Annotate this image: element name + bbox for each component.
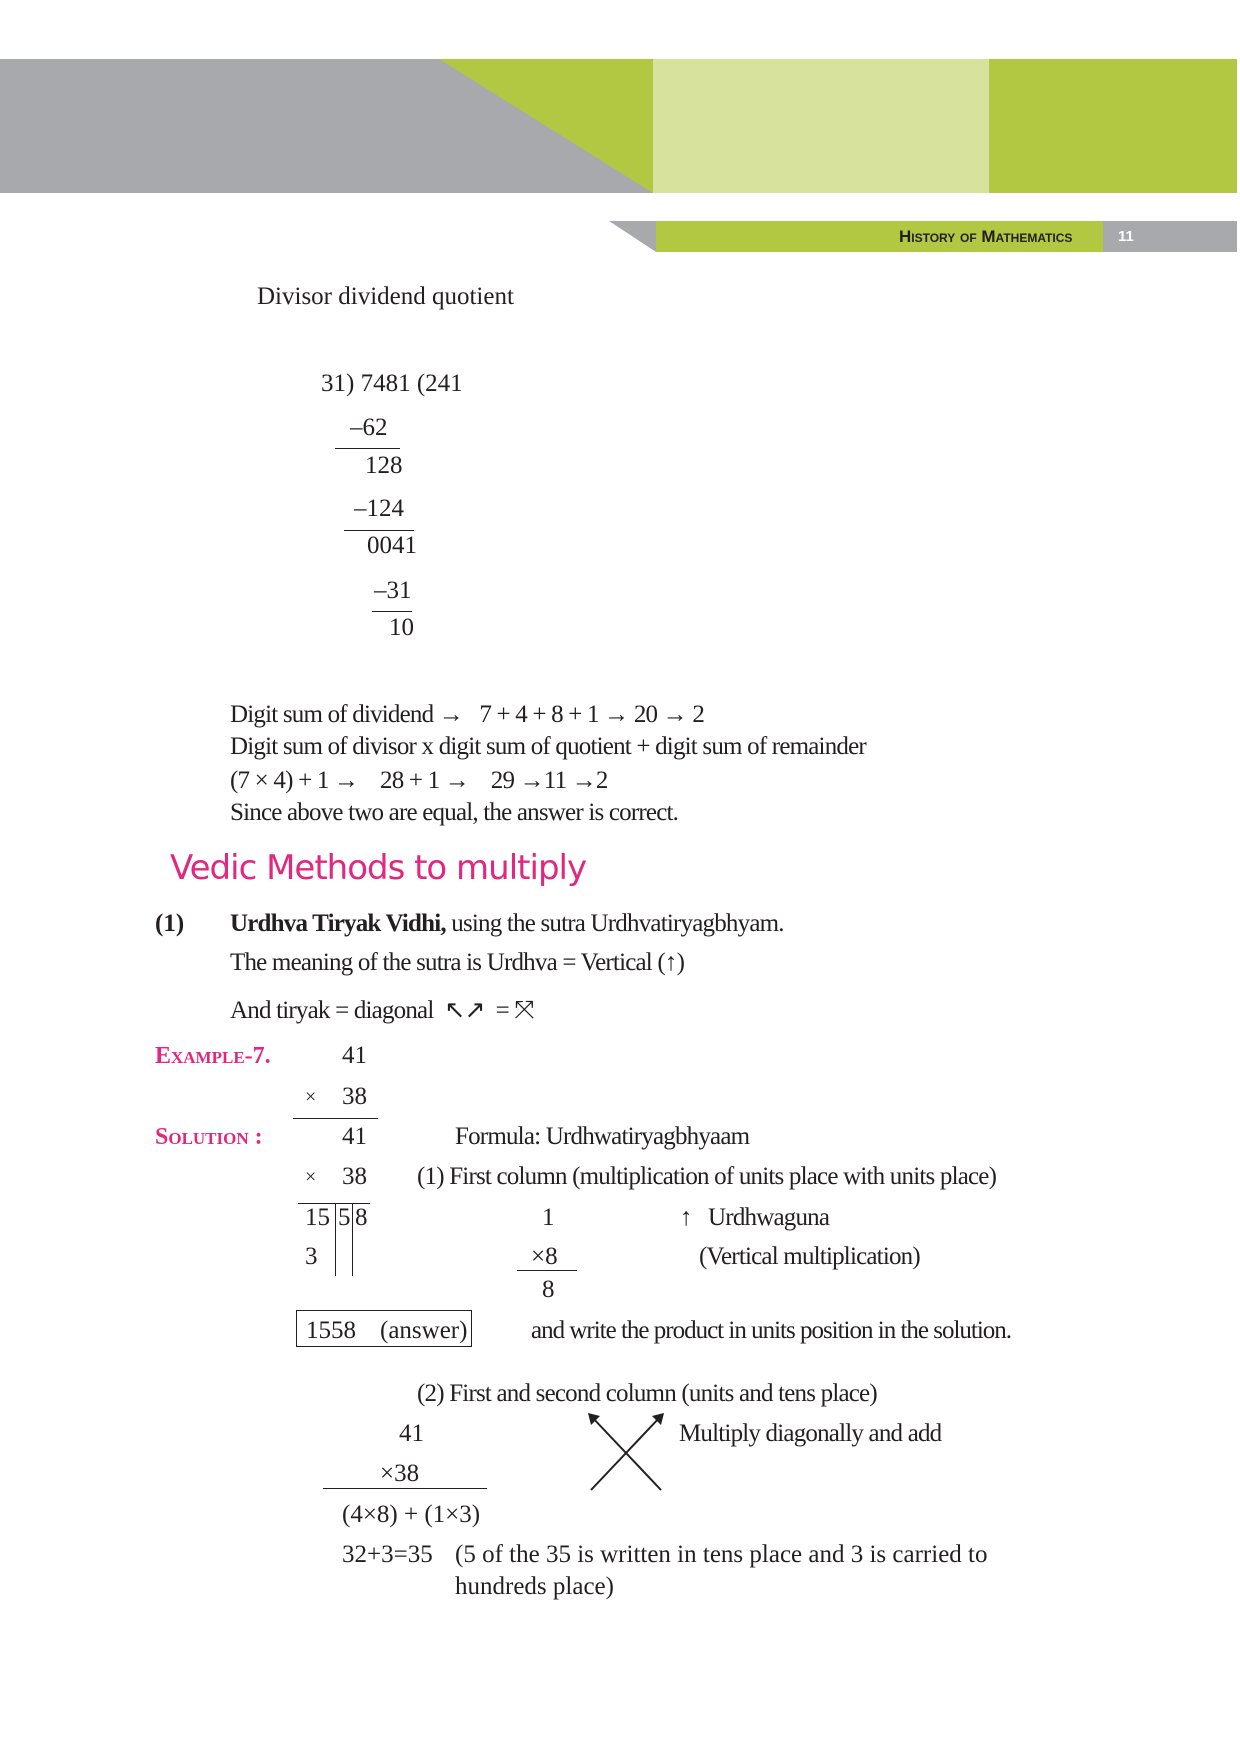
digit-sum-line: Digit sum of dividend → 7 + 4 + 8 + 1 → 20 → 2 bbox=[230, 701, 705, 728]
col1-top: 1 bbox=[542, 1204, 555, 1231]
example-rule bbox=[293, 1118, 378, 1119]
method-rest: using the sutra Urdhvatiryagbhyam. bbox=[445, 910, 784, 937]
step-1: (1) First column (multiplication of units place with units place) bbox=[417, 1163, 997, 1190]
method-tiryak: And tiryak = diagonal ↖↗ = ⤧ bbox=[230, 997, 534, 1024]
step2-multiplicand: 41 bbox=[399, 1420, 424, 1447]
digit-sum-line: Since above two are equal, the answer is correct. bbox=[230, 799, 679, 826]
diagonal-note: Multiply diagonally and add bbox=[679, 1420, 942, 1447]
column-divider bbox=[352, 1203, 353, 1276]
col1-rule bbox=[517, 1270, 577, 1271]
vertical-mult: (Vertical multiplication) bbox=[699, 1243, 920, 1270]
step-2: (2) First and second column (units and tens place) bbox=[417, 1380, 877, 1407]
formula: Formula: Urdhwatiryagbhyaam bbox=[455, 1123, 750, 1150]
multiplier: 38 bbox=[342, 1083, 367, 1110]
column-divider bbox=[335, 1203, 336, 1276]
method-number: (1) bbox=[155, 910, 185, 937]
top-banner bbox=[0, 0, 1240, 260]
step2-sum: 32+3=35 bbox=[342, 1541, 433, 1568]
cross-diagonal-arrows-icon bbox=[585, 1410, 667, 1494]
running-header-title: History of Mathematics bbox=[899, 227, 1073, 246]
col1-result: 8 bbox=[542, 1276, 555, 1303]
example-label: Example-7. bbox=[155, 1043, 271, 1069]
partial-units: 8 bbox=[355, 1204, 368, 1231]
division-line: 128 bbox=[365, 452, 403, 479]
division-line: 31) 7481 (241 bbox=[321, 370, 463, 397]
partial-tens: 5 bbox=[338, 1204, 351, 1231]
division-rule bbox=[335, 448, 400, 449]
method-title bbox=[230, 909, 784, 939]
section-heading: Vedic Methods to multiply bbox=[170, 848, 587, 888]
step2-expression: (4×8) + (1×3) bbox=[342, 1501, 481, 1528]
digit-sum-line: (7 × 4) + 1 → 28 + 1 → 29 →11 →2 bbox=[230, 767, 608, 794]
division-rule bbox=[372, 611, 412, 612]
division-caption: Divisor dividend quotient bbox=[257, 283, 514, 310]
multiplicand: 41 bbox=[342, 1042, 367, 1069]
write-note: and write the product in units position in the solution. bbox=[531, 1317, 1012, 1344]
partial-hundreds: 15 bbox=[305, 1204, 330, 1231]
answer-label: (answer) bbox=[380, 1317, 468, 1344]
solution-times-sign: × bbox=[305, 1166, 317, 1188]
step2-rule bbox=[323, 1488, 487, 1489]
carry: 3 bbox=[305, 1243, 318, 1270]
division-line: –31 bbox=[374, 577, 412, 604]
solution-multiplier: 38 bbox=[342, 1163, 367, 1190]
division-line: 10 bbox=[389, 614, 414, 641]
col1-mul: ×8 bbox=[531, 1243, 558, 1270]
step2-note-cont: hundreds place) bbox=[455, 1573, 614, 1600]
times-sign: × bbox=[305, 1086, 317, 1108]
step2-multiplier: ×38 bbox=[380, 1460, 420, 1487]
solution-label: Solution : bbox=[155, 1124, 263, 1150]
page-number: 11 bbox=[1118, 228, 1134, 245]
method-name: Urdhva Tiryak Vidhi, bbox=[230, 910, 446, 937]
division-line: 0041 bbox=[367, 532, 417, 559]
solution-multiplicand: 41 bbox=[342, 1123, 367, 1150]
method-meaning: The meaning of the sutra is Urdhva = Vertical (↑) bbox=[230, 949, 685, 976]
digit-sum-line: Digit sum of divisor x digit sum of quotient + digit sum of remainder bbox=[230, 733, 866, 760]
step2-note: (5 of the 35 is written in tens place and 3 is carried to bbox=[455, 1541, 988, 1568]
division-line: –62 bbox=[350, 414, 388, 441]
answer: 1558 bbox=[306, 1317, 356, 1344]
urdhwaguna: ↑ Urdhwaguna bbox=[680, 1204, 830, 1231]
division-line: –124 bbox=[354, 495, 404, 522]
